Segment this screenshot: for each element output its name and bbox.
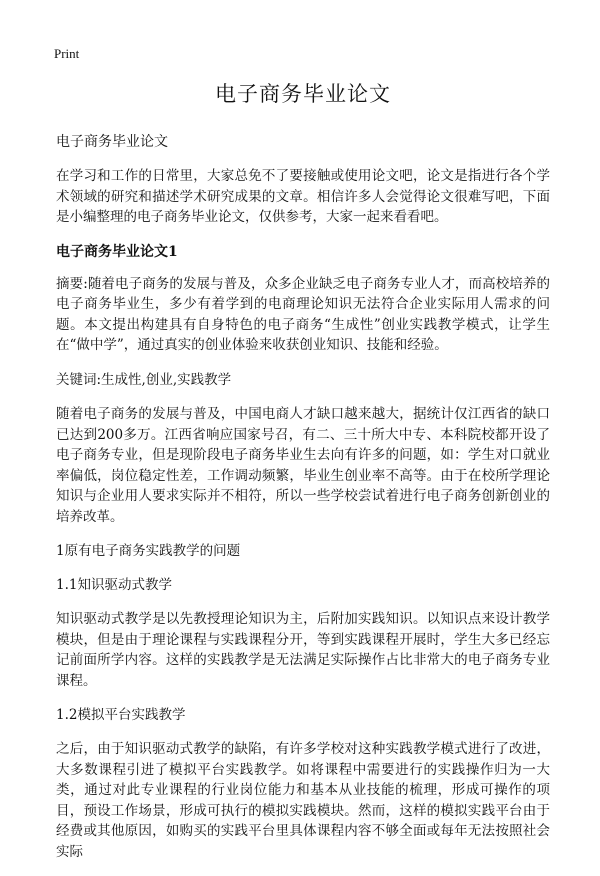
background-paragraph: 随着电子商务的发展与普及，中国电商人才缺口越来越大，据统计仅江西省的缺口已达到200多万。江西省响应国家号召，有二、三十所大中专、本科院校都开设了电子商务专业，但是现阶段电子商务毕业生去向有许多的问题，如：学生对口就业率偏低，岗位稳定性差，工作调动频繁，毕业生创业率不高等。由于在校所学理论知识与企业用人要求实际并不相符，所以一些学校尝试着进行电子商务创新创业的培养改革。 [56,406,550,525]
page-title: 电子商务毕业论文 [215,82,391,106]
article-content [56,78,550,876]
keywords-paragraph: 关键词:生成性,创业,实践教学 [56,371,232,388]
section-title: 电子商务毕业论文1 [56,243,178,260]
heading-1-2: 1.2模拟平台实践教学 [56,707,186,723]
article-subtitle: 电子商务毕业论文 [56,134,168,150]
abstract-paragraph: 摘要:随着电子商务的发展与普及，众多企业缺乏电子商务专业人才，而高校培养的电子商务毕业生，多少有着学到的电商理论知识无法符合企业实际用人需求的问题。本文提出构建具有自身特色的电子商务“生成性”创业实践教学模式，让学生在“做中学”，通过真实的创业体验来收获创业知识、技能和经验。 [56,275,550,353]
heading-1: 1原有电子商务实践教学的问题 [56,543,241,559]
print-link[interactable]: Print [54,46,80,61]
paragraph-1-2: 之后，由于知识驱动式教学的缺陷，有许多学校对这种实践教学模式进行了改进，大多数课程引进了模拟平台实践教学。如将课程中需要进行的实践操作归为一大类，通过对此专业课程的行业岗位能力和基本从业技能的梳理，形成可操作的项目，预设工作场景，形成可执行的模拟实践模块。然而，这样的模拟实践平台由于经费或其他原因，如购买的实践平台里具体课程内容不够全面或每年无法按照社会实际 [56,741,550,860]
heading-1-1: 1.1知识驱动式教学 [56,577,172,593]
paragraph-1-1: 知识驱动式教学是以先教授理论知识为主，后附加实践知识。以知识点来设计教学模块，但是由于理论课程与实践课程分开，等到实践课程开展时，学生大多已经忘记前面所学内容。这样的实践教学是无法满足实际操作占比非常大的电子商务专业课程。 [56,611,550,689]
intro-paragraph: 在学习和工作的日常里，大家总免不了要接触或使用论文吧，论文是指进行各个学术领域的研究和描述学术研究成果的文章。相信许多人会觉得论文很难写吧，下面是小编整理的电子商务毕业论文，仅供参考，大家一起来看看吧。 [56,168,550,225]
